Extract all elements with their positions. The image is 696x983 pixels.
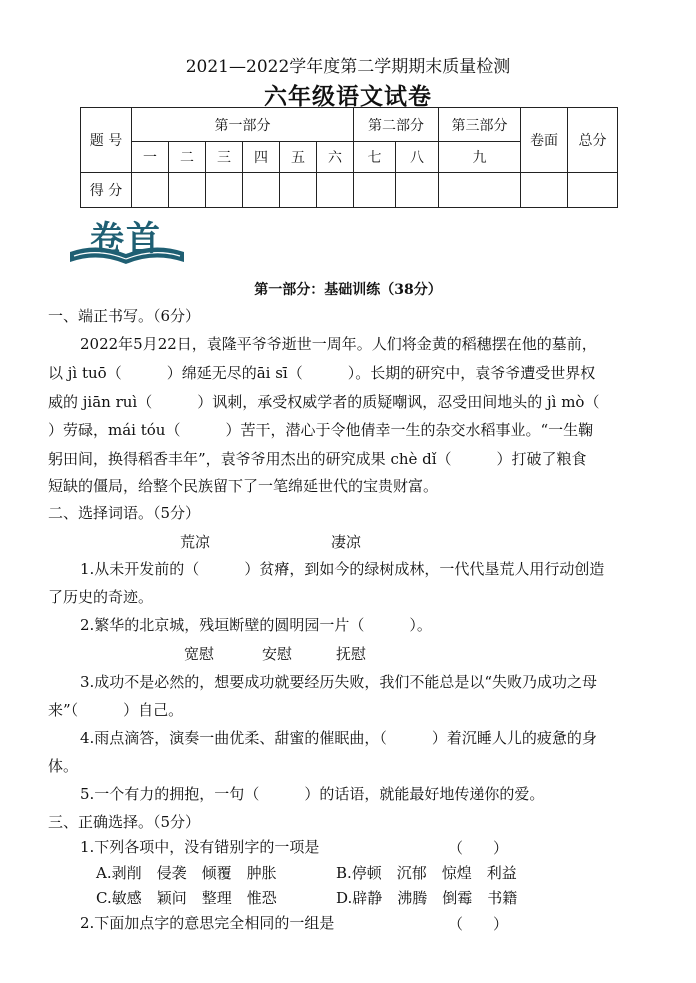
q3-option-c: C.敏感 颖问 整理 惟恐 xyxy=(96,889,277,907)
qnum-9: 九 xyxy=(439,142,521,173)
q2-item-2: 2.繁华的北京城，残垣断壁的圆明园一片（ ）。 xyxy=(80,616,432,634)
q2-word-1: 荒凉 xyxy=(180,533,211,551)
q1-heading: 一、端正书写。（6分） xyxy=(48,307,201,325)
qnum-6: 六 xyxy=(317,142,354,173)
part2-header: 第二部分 xyxy=(354,108,439,142)
q2-heading: 二、选择词语。（5分） xyxy=(48,504,201,522)
q1-line-1: 2022年5月22日，袁隆平爷爷逝世一周年。人们将金黄的稻穗摆在他的墓前， xyxy=(80,335,597,353)
q2-word-4: 安慰 xyxy=(262,645,293,663)
juanshou-logo xyxy=(64,212,190,272)
qnum-8: 八 xyxy=(396,142,439,173)
q2-item-3a: 3.成功不是必然的，想要成功就要经历失败，我们不能总是以“失败乃成功之母 xyxy=(80,673,597,691)
q1-line-4: ）劳碌，mái tóu（ ）苦干，潜心于令他倩幸一生的杂交水稻事业。“一生鞠 xyxy=(48,421,594,439)
q2-item-4b: 体。 xyxy=(48,757,79,775)
book-logo-icon xyxy=(64,212,190,272)
q3-option-a: A.剥削 侵袭 倾覆 肿胀 xyxy=(96,864,277,882)
q2-word-5: 抚慰 xyxy=(336,645,367,663)
qnum-7: 七 xyxy=(354,142,396,173)
qnum-5: 五 xyxy=(280,142,317,173)
q3-option-d: D.辟静 沸腾 倒霉 书籍 xyxy=(336,889,518,907)
score-cell xyxy=(132,173,169,208)
q3-option-b: B.停顿 沉郁 惊煌 利益 xyxy=(336,864,517,882)
part3-header: 第三部分 xyxy=(439,108,521,142)
score-cell xyxy=(396,173,439,208)
score-table xyxy=(80,107,618,208)
zongfen-header: 总分 xyxy=(568,108,618,173)
q3-item-1: 1.下列各项中，没有错别字的一项是 xyxy=(80,838,320,856)
q1-line-2: 以 jì tuō（ ）绵延无尽的āi sī（ ）。长期的研究中，袁爷爷遭受世界权 xyxy=(48,364,596,382)
score-cell xyxy=(521,173,568,208)
q2-item-3b: 来”（ ）自己。 xyxy=(48,701,184,719)
score-cell xyxy=(206,173,243,208)
q2-item-4a: 4.雨点滴答，演奏一曲优柔、甜蜜的催眠曲，（ ）着沉睡人儿的疲惫的身 xyxy=(80,729,597,747)
juanmian-header: 卷面 xyxy=(521,108,568,173)
score-cell xyxy=(169,173,206,208)
score-cell xyxy=(568,173,618,208)
q1-line-6: 短缺的僵局，给整个民族留下了一笔绵延世代的宝贵财富。 xyxy=(48,477,439,495)
q2-word-2: 凄凉 xyxy=(331,533,362,551)
exam-title: 2021—2022学年度第二学期期末质量检测 xyxy=(185,57,511,77)
q3-item-1-paren: （ ） xyxy=(448,839,509,857)
part1-header: 第一部分 xyxy=(132,108,354,142)
qnum-1: 一 xyxy=(132,142,169,173)
logo-text: 卷首 xyxy=(90,219,162,259)
exam-subtitle: 六年级语文试卷 xyxy=(264,83,432,110)
score-cell xyxy=(439,173,521,208)
q3-item-2-paren: （ ） xyxy=(448,915,509,933)
qnum-2: 二 xyxy=(169,142,206,173)
q3-heading: 三、正确选择。（5分） xyxy=(48,813,201,831)
q2-word-3: 宽慰 xyxy=(184,645,215,663)
score-cell xyxy=(280,173,317,208)
score-cell xyxy=(354,173,396,208)
q2-item-5: 5.一个有力的拥抱，一句（ ）的话语，就能最好地传递你的爱。 xyxy=(80,785,545,803)
q3-item-2: 2.下面加点字的意思完全相同的一组是 xyxy=(80,914,335,932)
row-label-tihao: 题 号 xyxy=(81,108,132,173)
qnum-3: 三 xyxy=(206,142,243,173)
row-label-defen: 得 分 xyxy=(81,173,132,208)
qnum-4: 四 xyxy=(243,142,280,173)
q1-line-3: 威的 jiān ruì（ ）讽刺，承受权威学者的质疑嘲讽，忍受田间地头的 jì mò（ xyxy=(48,393,600,411)
score-cell xyxy=(243,173,280,208)
q2-item-1b: 了历史的奇迹。 xyxy=(48,588,154,606)
section1-title: 第一部分：基础训练（38分） xyxy=(254,282,442,298)
score-cell xyxy=(317,173,354,208)
q1-line-5: 躬田间，换得稻香丰年”，袁爷爷用杰出的研究成果 chè dǐ（ ）打破了粮食 xyxy=(48,450,587,468)
q2-item-1a: 1.从未开发前的（ ）贫瘠，到如今的绿树成林，一代代垦荒人用行动创造 xyxy=(80,560,605,578)
